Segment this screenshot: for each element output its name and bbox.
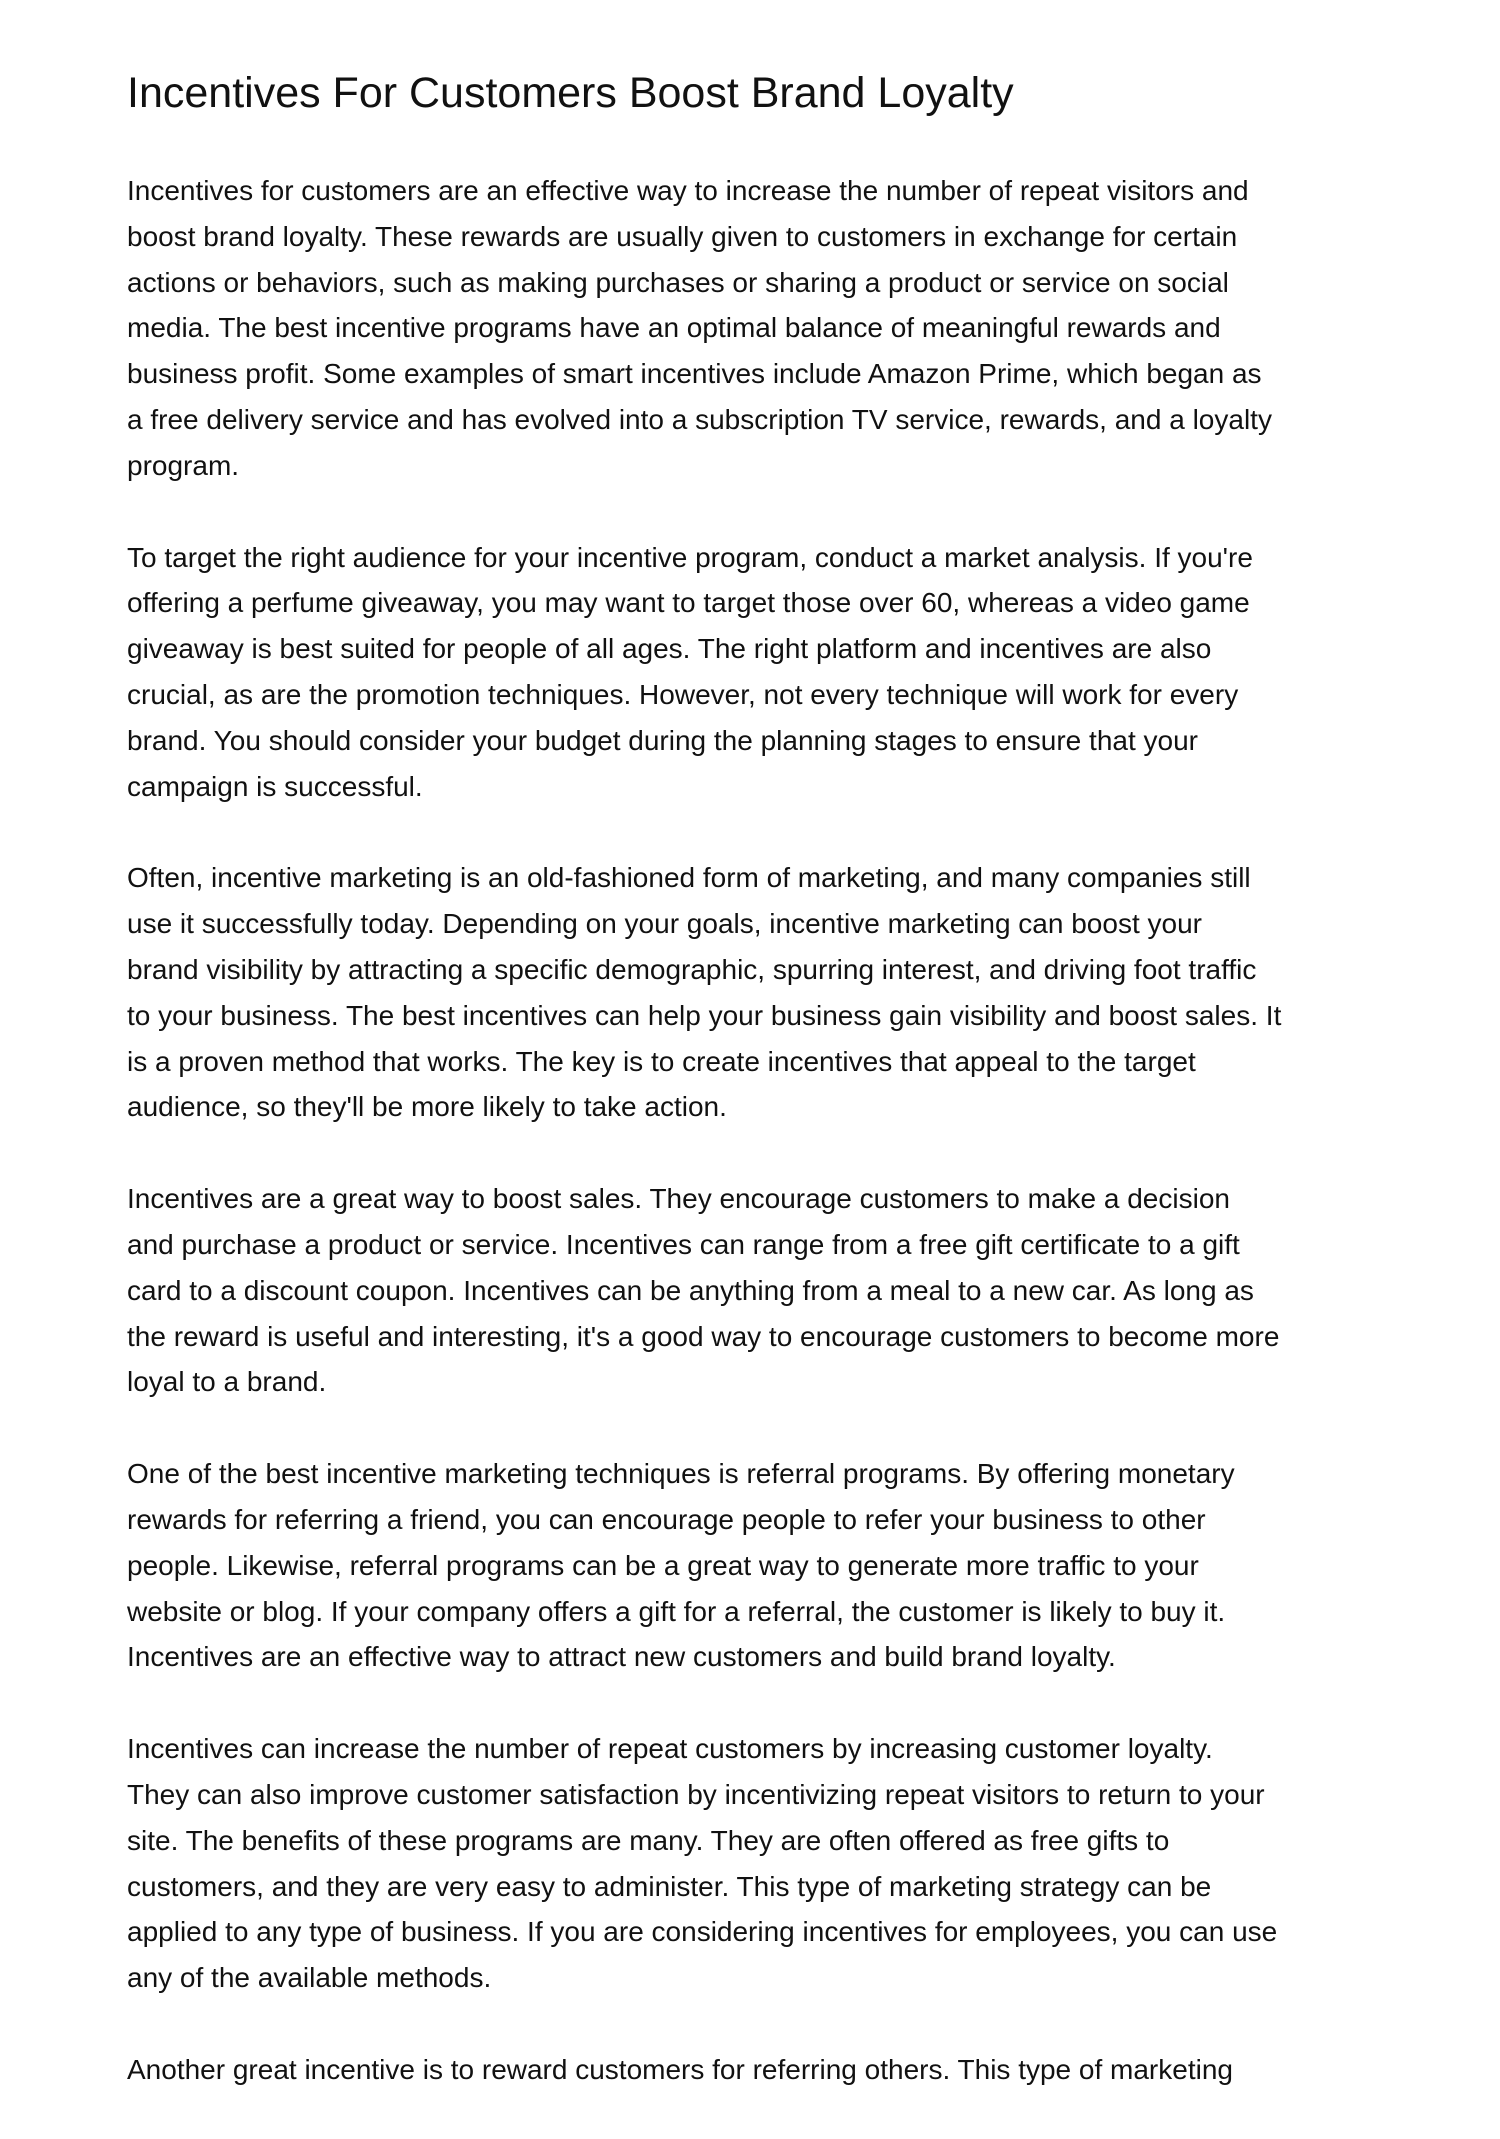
text-line: They can also improve customer satisfaction by incentivizing repeat visitors to return to your [127,1778,1265,1810]
text-line: applied to any type of business. If you are considering incentives for employees, you can use [127,1916,1278,1948]
text-line: giveaway is best suited for people of all ages. The right platform and incentives are also [127,633,1212,665]
text-line: to your business. The best incentives can help your business gain visibility and boost sales. It [127,999,1282,1031]
text-line: brand. You should consider your budget during the planning stages to ensure that your [127,724,1198,756]
paragraph [127,855,1427,1130]
paragraph [127,1176,1427,1405]
text-line: use it successfully today. Depending on your goals, incentive marketing can boost your [127,908,1202,940]
text-line: business profit. Some examples of smart incentives include Amazon Prime, which began as [127,358,1262,390]
text-line: offering a perfume giveaway, you may want to target those over 60, whereas a video game [127,587,1250,619]
text-line: customers, and they are very easy to administer. This type of marketing strategy can be [127,1870,1212,1902]
article-body [127,168,1427,2139]
text-line: a free delivery service and has evolved into a subscription TV service, rewards, and a loyalty [127,403,1272,435]
text-line: Incentives for customers are an effective way to increase the number of repeat visitors and [127,175,1249,206]
text-line: To target the right audience for your incentive program, conduct a market analysis. If you're [127,541,1253,573]
paragraph [127,168,1427,489]
paragraph [127,2047,1427,2093]
text-line: card to a discount coupon. Incentives can be anything from a meal to a new car. As long as [127,1274,1254,1306]
text-line: boost brand loyalty. These rewards are usually given to customers in exchange for certain [127,220,1238,252]
text-line: Incentives are an effective way to attract new customers and build brand loyalty. [127,1641,1116,1673]
page-title: Incentives For Customers Boost Brand Loyalty [127,69,1014,117]
text-line: One of the best incentive marketing techniques is referral programs. By offering monetary [127,1458,1235,1490]
text-line: any of the available methods. [127,1962,492,1994]
text-line: Another great incentive is to reward customers for referring others. This type of marketing [127,2053,1233,2085]
text-line: is a proven method that works. The key is to create incentives that appeal to the target [127,1045,1196,1077]
text-line: actions or behaviors, such as making purchases or sharing a product or service on social [127,266,1229,298]
text-line: loyal to a brand. [127,1366,327,1398]
paragraph [127,1451,1427,1680]
text-line: the reward is useful and interesting, it's a good way to encourage customers to become more [127,1320,1280,1352]
text-line: campaign is successful. [127,770,423,802]
text-line: program. [127,449,240,481]
text-line: Incentives are a great way to boost sales. They encourage customers to make a decision [127,1183,1230,1215]
text-line: and purchase a product or service. Incentives can range from a free gift certificate to a gift [127,1228,1240,1260]
paragraph [127,535,1427,810]
text-line: brand visibility by attracting a specific demographic, spurring interest, and driving foot traffic [127,953,1257,985]
text-line: rewards for referring a friend, you can encourage people to refer your business to other [127,1503,1206,1535]
text-line: crucial, as are the promotion techniques. However, not every technique will work for every [127,678,1239,710]
text-line: website or blog. If your company offers a gift for a referral, the customer is likely to buy it. [127,1595,1226,1627]
text-line: site. The benefits of these programs are many. They are often offered as free gifts to [127,1824,1170,1856]
text-line: people. Likewise, referral programs can be a great way to generate more traffic to your [127,1549,1199,1581]
text-line: Often, incentive marketing is an old-fashioned form of marketing, and many companies still [127,862,1251,894]
text-line: audience, so they'll be more likely to take action. [127,1091,727,1123]
paragraph [127,1726,1427,2001]
text-line: media. The best incentive programs have an optimal balance of meaningful rewards and [127,312,1221,344]
text-line: Incentives can increase the number of repeat customers by increasing customer loyalty. [127,1733,1213,1765]
